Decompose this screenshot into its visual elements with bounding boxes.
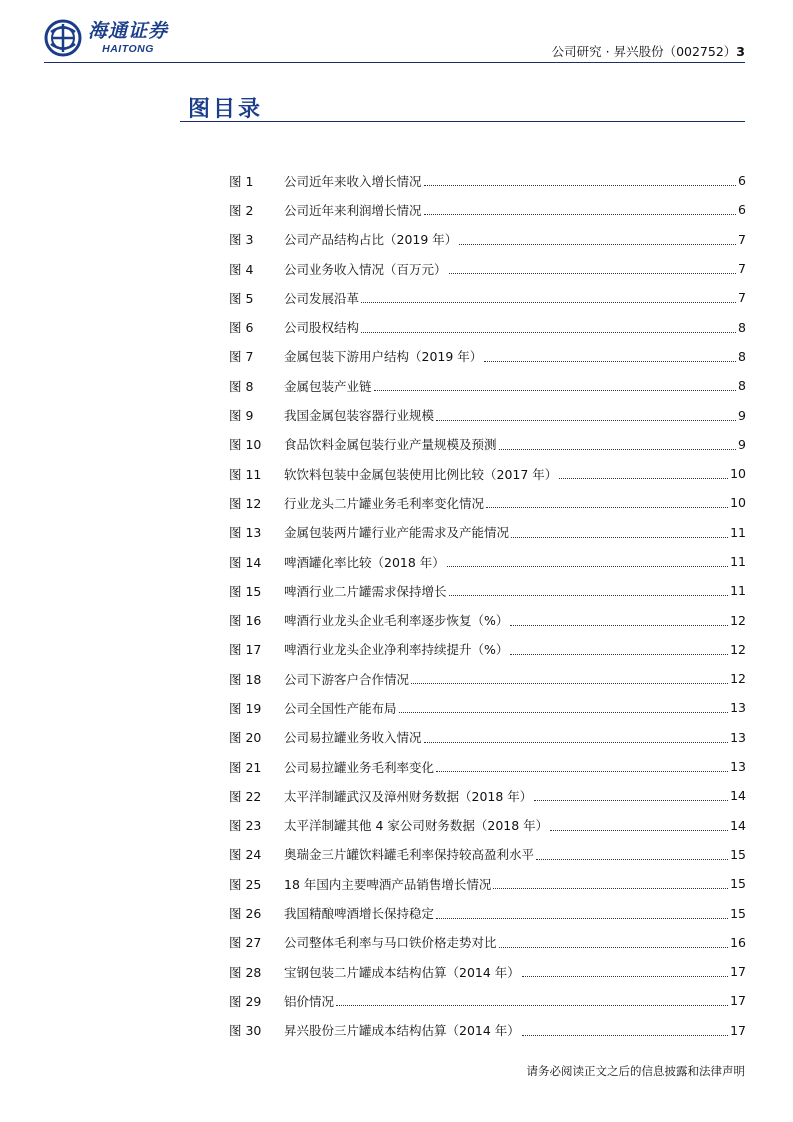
toc-entry[interactable] — [229, 898, 746, 927]
title-underline — [180, 121, 745, 122]
section-title: 图目录 — [188, 97, 264, 122]
toc-page-number: 7 — [738, 290, 746, 306]
toc-page-number: 14 — [730, 817, 746, 833]
toc-figure-title: 金属包装产业链 — [284, 378, 372, 394]
toc-figure-title: 公司业务收入情况（百万元） — [284, 261, 447, 277]
toc-figure-title: 太平洋制罐武汉及漳州财务数据（2018 年） — [284, 788, 533, 804]
haitong-logo-icon — [44, 19, 82, 57]
toc-figure-title: 我国精酿啤酒增长保持稳定 — [284, 906, 435, 922]
toc-figure-number: 图 23 — [229, 818, 262, 834]
toc-page-number: 8 — [738, 348, 746, 364]
toc-figure-number: 图 4 — [229, 261, 254, 277]
toc-figure-title: 18 年国内主要啤酒产品销售增长情况 — [284, 876, 492, 892]
toc-dot-leader — [559, 478, 728, 479]
toc-entry[interactable] — [229, 752, 746, 781]
toc-figure-number: 图 27 — [229, 935, 262, 951]
toc-figure-number: 图 13 — [229, 525, 262, 541]
toc-entry[interactable] — [229, 723, 746, 752]
toc-figure-title: 啤酒罐化率比较（2018 年） — [284, 554, 445, 570]
toc-page-number: 17 — [730, 964, 746, 980]
toc-dot-leader — [374, 390, 737, 391]
toc-page-number: 10 — [730, 495, 746, 511]
toc-figure-title: 公司易拉罐业务毛利率变化 — [284, 759, 435, 775]
toc-entry[interactable] — [229, 986, 746, 1015]
toc-page-number: 6 — [738, 202, 746, 218]
toc-entry[interactable] — [229, 811, 746, 840]
toc-dot-leader — [511, 537, 728, 538]
toc-page-number: 11 — [730, 524, 746, 540]
toc-page-number: 13 — [730, 700, 746, 716]
toc-entry[interactable] — [229, 1016, 746, 1045]
toc-figure-number: 图 24 — [229, 847, 262, 863]
toc-figure-number: 图 5 — [229, 290, 254, 306]
toc-figure-title: 宝钢包装二片罐成本结构估算（2014 年） — [284, 964, 520, 980]
toc-figure-title: 太平洋制罐其他 4 家公司财务数据（2018 年） — [284, 818, 549, 834]
toc-entry[interactable] — [229, 371, 746, 400]
toc-dot-leader — [436, 918, 728, 919]
toc-figure-number: 图 17 — [229, 642, 262, 658]
logo-chinese-name: 海通证券 — [88, 19, 169, 42]
toc-figure-number: 图 28 — [229, 964, 262, 980]
toc-figure-number: 图 6 — [229, 320, 254, 336]
toc-dot-leader — [411, 683, 728, 684]
toc-entry[interactable] — [229, 254, 746, 283]
toc-figure-title: 金属包装两片罐行业产能需求及产能情况 — [284, 525, 510, 541]
logo-english-name: HAITONG — [102, 42, 154, 55]
toc-page-number: 16 — [730, 934, 746, 950]
toc-entry[interactable] — [229, 605, 746, 634]
toc-figure-number: 图 20 — [229, 730, 262, 746]
toc-dot-leader — [486, 507, 728, 508]
toc-figure-title: 公司股权结构 — [284, 320, 360, 336]
toc-page-number: 14 — [730, 788, 746, 804]
toc-entry[interactable] — [229, 430, 746, 459]
toc-figure-title: 金属包装下游用户结构（2019 年） — [284, 349, 483, 365]
page-number: 3 — [736, 44, 745, 59]
toc-dot-leader — [510, 625, 728, 626]
toc-figure-number: 图 22 — [229, 788, 262, 804]
running-header — [552, 42, 745, 60]
toc-figure-number: 图 14 — [229, 554, 262, 570]
toc-entry[interactable] — [229, 312, 746, 341]
toc-dot-leader — [424, 742, 729, 743]
toc-page-number: 13 — [730, 759, 746, 775]
toc-entry[interactable] — [229, 693, 746, 722]
toc-entry[interactable] — [229, 635, 746, 664]
footer-disclaimer: 请务必阅读正文之后的信息披露和法律声明 — [526, 1064, 745, 1078]
toc-entry[interactable] — [229, 547, 746, 576]
toc-figure-number: 图 11 — [229, 466, 262, 482]
toc-figure-title: 行业龙头二片罐业务毛利率变化情况 — [284, 495, 485, 511]
toc-page-number: 6 — [738, 173, 746, 189]
toc-page-number: 12 — [730, 612, 746, 628]
toc-dot-leader — [459, 244, 736, 245]
toc-dot-leader — [493, 888, 728, 889]
toc-figure-number: 图 18 — [229, 671, 262, 687]
toc-figure-title: 公司近年来收入增长情况 — [284, 173, 422, 189]
toc-figure-title: 软饮料包装中金属包装使用比例比较（2017 年） — [284, 466, 558, 482]
toc-page-number: 13 — [730, 729, 746, 745]
toc-dot-leader — [534, 800, 728, 801]
toc-dot-leader — [436, 420, 736, 421]
toc-dot-leader — [424, 214, 737, 215]
toc-figure-number: 图 12 — [229, 495, 262, 511]
toc-figure-number: 图 15 — [229, 583, 262, 599]
toc-figure-title: 啤酒行业龙头企业净利率持续提升（%） — [284, 642, 509, 658]
toc-entry[interactable] — [229, 195, 746, 224]
toc-figure-number: 图 3 — [229, 232, 254, 248]
toc-dot-leader — [399, 712, 729, 713]
toc-page-number: 9 — [738, 436, 746, 452]
toc-page-number: 17 — [730, 993, 746, 1009]
figure-table-of-contents — [229, 166, 746, 1045]
toc-figure-number: 图 19 — [229, 700, 262, 716]
toc-page-number: 15 — [730, 846, 746, 862]
toc-page-number: 12 — [730, 671, 746, 687]
toc-entry[interactable] — [229, 225, 746, 254]
toc-page-number: 8 — [738, 319, 746, 335]
toc-figure-number: 图 25 — [229, 876, 262, 892]
toc-entry[interactable] — [229, 928, 746, 957]
toc-entry[interactable] — [229, 518, 746, 547]
toc-figure-number: 图 21 — [229, 759, 262, 775]
toc-figure-number: 图 26 — [229, 906, 262, 922]
toc-entry[interactable] — [229, 957, 746, 986]
toc-page-number: 9 — [738, 407, 746, 423]
toc-page-number: 11 — [730, 554, 746, 569]
toc-dot-leader — [436, 771, 728, 772]
toc-dot-leader — [424, 185, 737, 186]
toc-entry[interactable] — [229, 781, 746, 810]
toc-dot-leader — [361, 302, 736, 303]
toc-figure-title: 公司发展沿革 — [284, 290, 360, 306]
toc-page-number: 15 — [730, 876, 746, 892]
toc-page-number: 17 — [730, 1022, 746, 1038]
toc-page-number: 7 — [738, 231, 746, 247]
toc-dot-leader — [336, 1005, 728, 1006]
toc-entry[interactable] — [229, 664, 746, 693]
toc-entry[interactable] — [229, 459, 746, 488]
company-logo — [44, 18, 168, 58]
toc-figure-title: 公司近年来利润增长情况 — [284, 202, 422, 218]
toc-dot-leader — [499, 449, 737, 450]
toc-figure-title: 铝价情况 — [284, 993, 335, 1009]
report-label: 公司研究 · 昇兴股份（002752） — [551, 44, 737, 59]
toc-entry[interactable] — [229, 840, 746, 869]
toc-dot-leader — [550, 830, 728, 831]
toc-figure-number: 图 1 — [229, 173, 254, 189]
toc-figure-title: 公司易拉罐业务收入情况 — [284, 730, 422, 746]
toc-figure-title: 公司全国性产能布局 — [284, 700, 397, 716]
toc-figure-title: 食品饮料金属包装行业产量规模及预测 — [284, 437, 497, 453]
toc-figure-number: 图 7 — [229, 349, 254, 365]
toc-figure-title: 公司产品结构占比（2019 年） — [284, 232, 458, 248]
toc-dot-leader — [522, 976, 728, 977]
toc-dot-leader — [522, 1035, 728, 1036]
toc-entry[interactable] — [229, 283, 746, 312]
toc-page-number: 12 — [730, 641, 746, 657]
toc-dot-leader — [510, 654, 728, 655]
toc-figure-title: 奥瑞金三片罐饮料罐毛利率保持较高盈利水平 — [284, 847, 535, 863]
toc-dot-leader — [361, 332, 736, 333]
toc-figure-number: 图 29 — [229, 993, 262, 1009]
header-divider — [44, 62, 745, 63]
toc-dot-leader — [484, 361, 736, 362]
toc-dot-leader — [449, 273, 737, 274]
toc-entry[interactable] — [229, 166, 746, 195]
toc-dot-leader — [447, 566, 728, 567]
toc-figure-number: 图 10 — [229, 437, 262, 453]
toc-dot-leader — [449, 595, 729, 596]
toc-dot-leader — [536, 859, 728, 860]
toc-figure-title: 公司下游客户合作情况 — [284, 671, 410, 687]
toc-figure-number: 图 2 — [229, 202, 254, 218]
toc-figure-number: 图 16 — [229, 613, 262, 629]
toc-dot-leader — [499, 947, 729, 948]
toc-figure-title: 我国金属包装容器行业规模 — [284, 408, 435, 424]
toc-figure-title: 昇兴股份三片罐成本结构估算（2014 年） — [284, 1023, 520, 1039]
toc-page-number: 8 — [738, 378, 746, 394]
toc-figure-number: 图 8 — [229, 378, 254, 394]
toc-entry[interactable] — [229, 576, 746, 605]
toc-figure-title: 啤酒行业龙头企业毛利率逐步恢复（%） — [284, 613, 509, 629]
toc-page-number: 15 — [730, 905, 746, 921]
toc-figure-number: 图 9 — [229, 408, 254, 424]
toc-page-number: 10 — [730, 466, 746, 482]
toc-figure-number: 图 30 — [229, 1023, 262, 1039]
toc-entry[interactable] — [229, 400, 746, 429]
toc-entry[interactable] — [229, 488, 746, 517]
toc-entry[interactable] — [229, 342, 746, 371]
toc-figure-title: 啤酒行业二片罐需求保持增长 — [284, 583, 447, 599]
toc-figure-title: 公司整体毛利率与马口铁价格走势对比 — [284, 935, 497, 951]
toc-entry[interactable] — [229, 869, 746, 898]
toc-page-number: 11 — [730, 583, 746, 599]
toc-page-number: 7 — [738, 261, 746, 277]
